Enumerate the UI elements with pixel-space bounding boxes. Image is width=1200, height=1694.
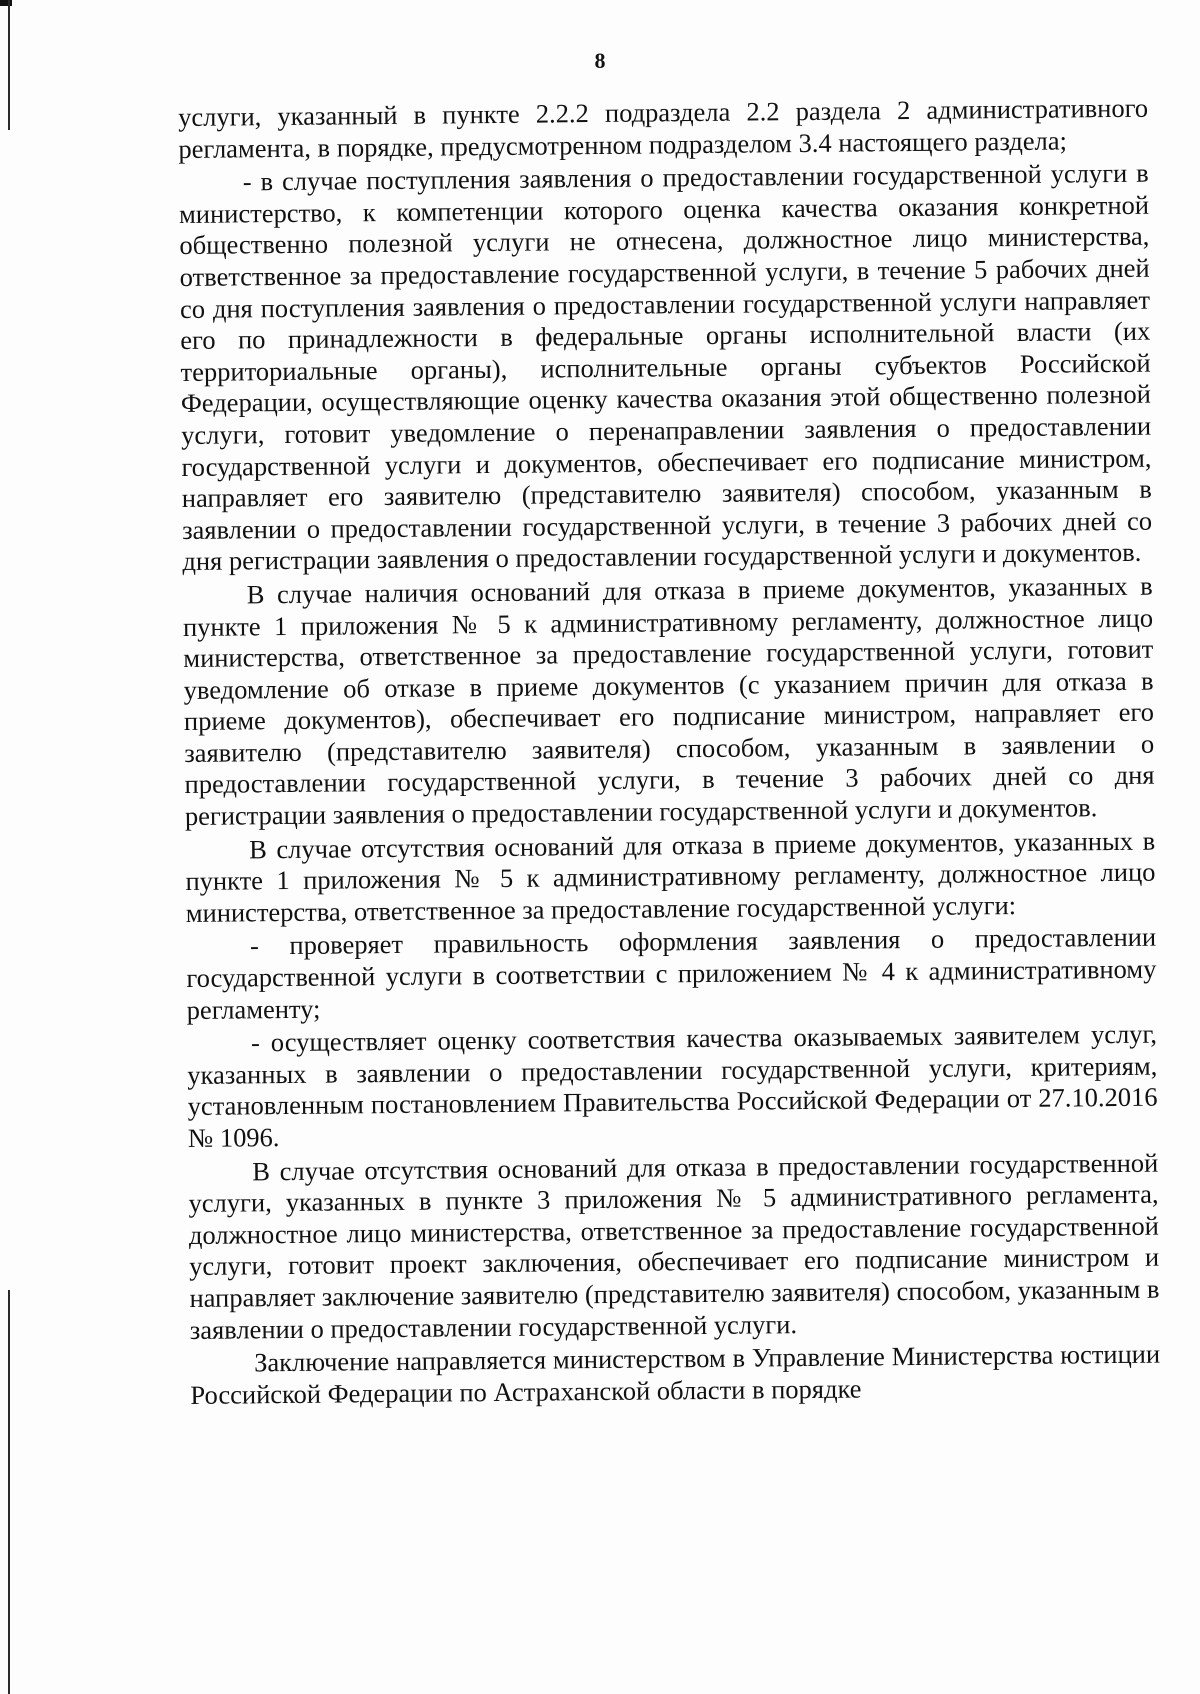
scan-edge-line-bottom: [8, 1290, 10, 1694]
page-number: 8: [594, 48, 606, 73]
scan-corner-mark: [0, 0, 12, 6]
paragraph-conclusion-sent: Заключение направляется министерством в Управление Министерства юстиции Российской Федерации по Астраханской области в порядке: [190, 1338, 1161, 1410]
paragraph-quality-assessment: - осуществляет оценку соответствия качества оказываемых заявителем услуг, указанных в заявлении о предоставлении государственной услуги, критериям, установленным постановлением Правительства Российской Федерации от 27.10.2016 № 1096.: [187, 1018, 1158, 1153]
paragraph-no-refusal-grounds: В случае отсутствия оснований для отказа в приеме документов, указанных в пункте 1 приложения № 5 к административному регламенту, должностное лицо министерства, ответственное за предоставление государственной услуги:: [185, 825, 1156, 928]
paragraph-check-application: - проверяет правильность оформления заявления о предоставлении государственной услуги в соответствии с приложением № 4 к административному регламенту;: [186, 922, 1157, 1025]
paragraph-redirect-application: - в случае поступления заявления о предоставлении государственной услуги в министерство, к компетенции которого оценка качества оказания конкретной общественно полезной услуги не отнесена, должностное лицо министерства, ответственное за предоставление государственной услуги, в течение 5 рабочих дней со дня поступления заявления о предоставлении государственной услуги направляет его по принадлежности в федеральные органы исполнительной власти (их территориальные органы), исполнительные органы субъектов Российской Федерации, осуществляющие оценку качества оказания этой общественно полезной услуги, готовит уведомление о перенаправлении заявления о предоставлении государственной услуги и документов, обеспечивает его подписание министром, направляет его заявителю (представителю заявителя) способом, указанным в заявлении о предоставлении государственной услуги, в течение 3 рабочих дней со дня регистрации заявления о предоставлении государственной услуги и документов.: [178, 157, 1153, 577]
paragraph-refusal-grounds: В случае наличия оснований для отказа в приеме документов, указанных в пункте 1 приложения № 5 к административному регламенту, должностное лицо министерства, ответственное за предоставление государственной услуги, готовит уведомление об отказе в приеме документов (с указанием причин для отказа в приеме документов), обеспечивает его подписание министром, направляет его заявителю (представителю заявителя) способом, указанным в заявлении о предоставлении государственной услуги, в течение 3 рабочих дней со дня регистрации заявления о предоставлении государственной услуги и документов.: [182, 570, 1155, 832]
paragraph-conclusion-draft: В случае отсутствия оснований для отказа в предоставлении государственной услуги, указанных в пункте 3 приложения № 5 административного регламента, должностное лицо министерства, ответственное за предоставление государственной услуги, готовит проект заключения, обеспечивает его подписание министром и направляет заключение заявителю (представителю заявителя) способом, указанным в заявлении о предоставлении государственной услуги.: [188, 1147, 1160, 1345]
paragraph-continuation: услуги, указанный в пункте 2.2.2 подраздела 2.2 раздела 2 административного регламента, в порядке, предусмотренном подразделом 3.4 настоящего раздела;: [178, 92, 1149, 164]
document-text-body: [178, 93, 1161, 1414]
